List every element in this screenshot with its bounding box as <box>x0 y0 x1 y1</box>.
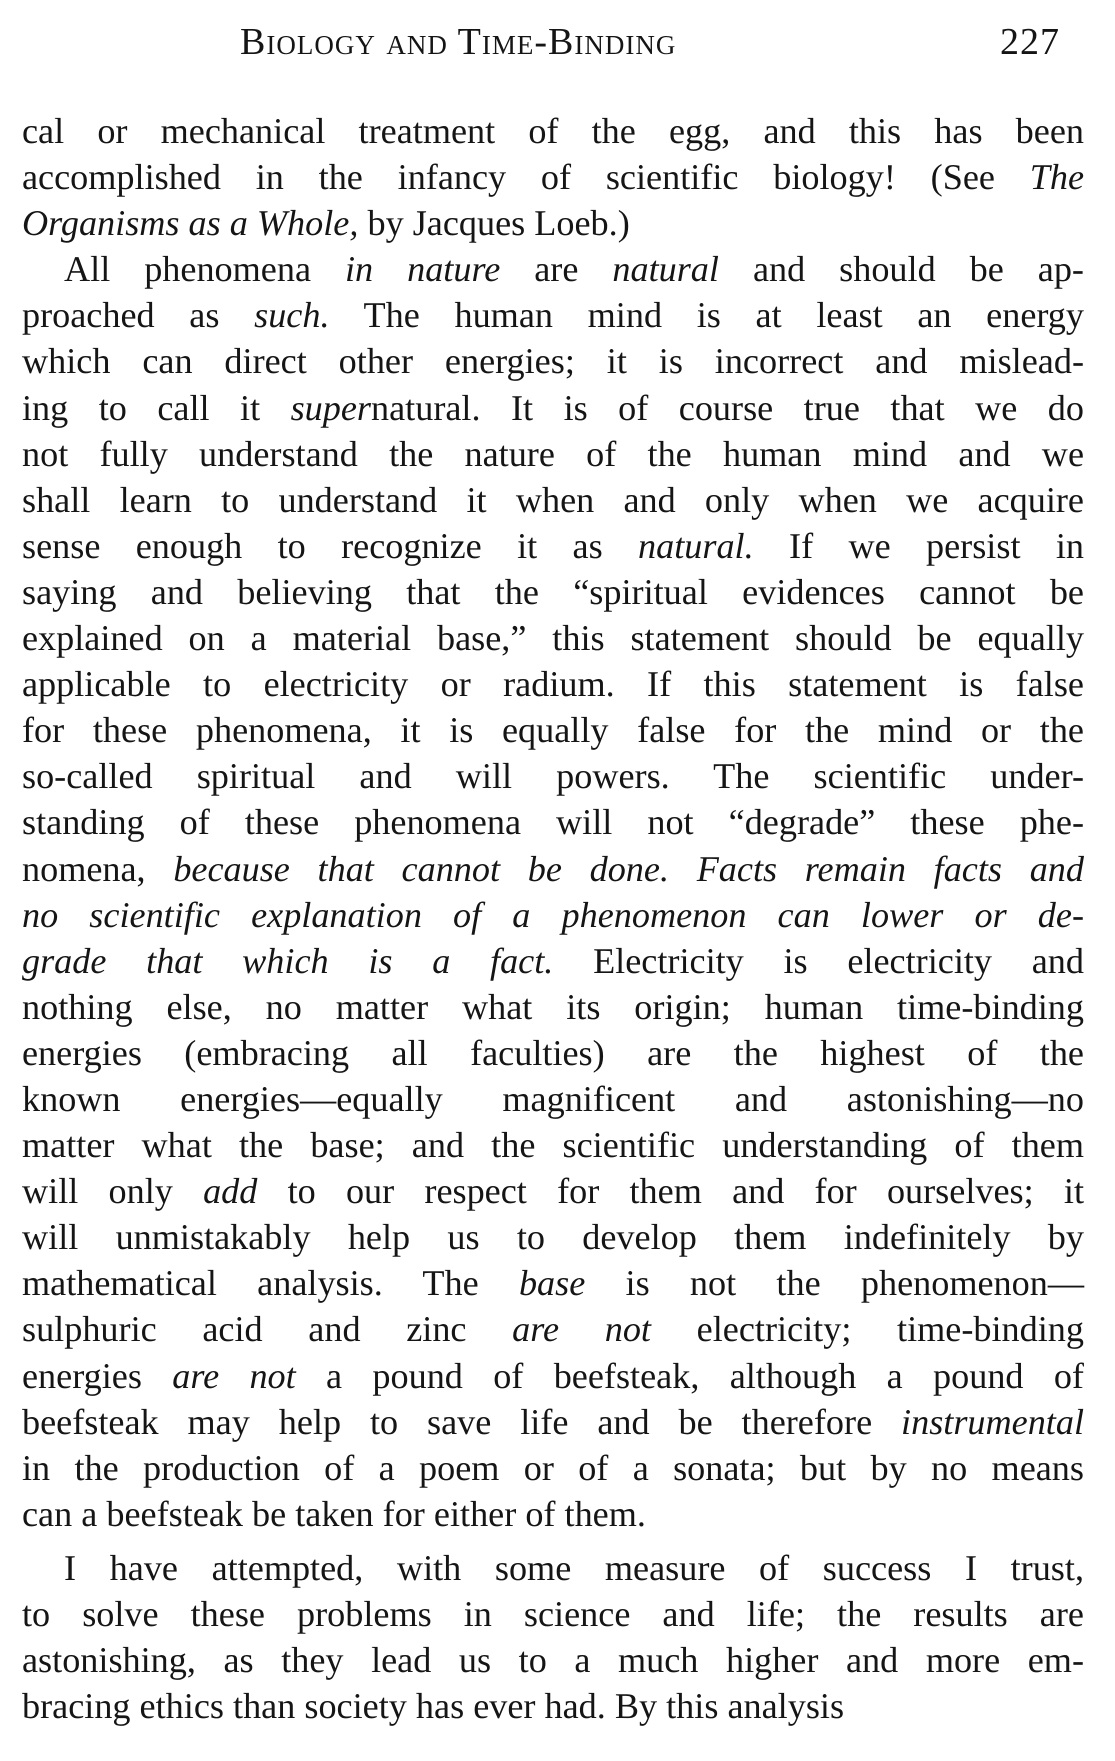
text-run: to solve these problems in science and life; the results are <box>22 1594 1084 1634</box>
text-line <box>22 108 1084 154</box>
text-run: If we persist in <box>753 525 1084 566</box>
text-run: known energies—equally magnificent and astonishing—no <box>22 1078 1084 1119</box>
italic-text-run: base <box>518 1263 586 1304</box>
text-line <box>22 569 1084 615</box>
text-run: a pound of beefsteak, although a pound of <box>295 1355 1084 1396</box>
running-head <box>240 18 1060 66</box>
text-line <box>22 1306 1084 1352</box>
text-line <box>22 1122 1084 1168</box>
text-line <box>22 1168 1084 1214</box>
text-line <box>22 1076 1084 1122</box>
text-run: The human mind is at least an energy <box>329 295 1084 336</box>
text-run: astonishing, as they lead us to a much higher and more em- <box>22 1640 1084 1681</box>
text-line <box>22 938 1084 984</box>
text-run: for these phenomena, it is equally false for the mind or the <box>22 710 1084 751</box>
text-run: not fully understand the nature of the human mind and we <box>22 433 1084 474</box>
paragraph <box>22 246 1084 1537</box>
italic-text-run: such. <box>254 295 330 336</box>
paragraph-gap <box>22 1537 1084 1545</box>
text-run: nomena, <box>22 848 174 889</box>
text-line <box>22 1399 1084 1445</box>
text-run: saying and believing that the “spiritual evidences cannot be <box>22 571 1084 612</box>
text-line <box>22 1214 1084 1260</box>
text-line <box>22 1491 1084 1537</box>
text-line <box>22 431 1084 477</box>
text-line <box>22 892 1084 938</box>
text-run: energies <box>22 1355 173 1396</box>
italic-text-run: in nature <box>345 249 501 290</box>
text-line <box>22 1545 1084 1591</box>
text-run: can a beefsteak be taken for either of them. <box>22 1493 646 1534</box>
running-head-title: Biology and Time-Binding <box>240 21 677 63</box>
text-run: sulphuric acid and zinc <box>22 1309 513 1350</box>
text-run: mathematical analysis. The <box>22 1263 519 1304</box>
text-run: nothing else, no matter what its origin; human time-binding <box>22 986 1084 1027</box>
italic-text-run: are not <box>172 1355 296 1396</box>
italic-text-run: add <box>203 1171 258 1212</box>
italic-text-run: The <box>1029 157 1084 198</box>
text-line <box>22 799 1084 845</box>
text-line <box>22 1260 1084 1306</box>
text-run: shall learn to understand it when and only when we acquire <box>22 479 1084 520</box>
text-run: proached as <box>22 295 255 336</box>
text-line <box>22 292 1084 338</box>
text-run: beefsteak may help to save life and be therefore <box>22 1401 902 1442</box>
text-line <box>22 1445 1084 1491</box>
text-run: I have attempted, with some measure of success I trust, <box>64 1547 1084 1588</box>
text-line <box>22 661 1084 707</box>
text-line <box>22 385 1084 431</box>
text-run: standing of these phenomena will not “degrade” these phe- <box>22 802 1084 843</box>
text-line <box>22 615 1084 661</box>
text-line <box>22 477 1084 523</box>
text-line <box>22 1591 1084 1637</box>
text-run: in the production of a poem or of a sonata; but by no means <box>22 1447 1084 1488</box>
text-line <box>22 1683 1084 1729</box>
text-run: will unmistakably help us to develop them indefinitely by <box>22 1217 1084 1258</box>
text-run: to our respect for them and for ourselves; it <box>257 1171 1085 1212</box>
text-run: ing to call it <box>22 387 291 428</box>
italic-text-run: instrumental <box>901 1401 1084 1442</box>
italic-text-run: natural <box>612 249 719 290</box>
paragraph <box>22 108 1084 246</box>
body-text <box>22 108 1084 1729</box>
italic-text-run: no scientific explanation of a phenomenon can lower or de- <box>22 894 1084 935</box>
text-run: applicable to electricity or radium. If this statement is false <box>22 664 1084 705</box>
text-run: so-called spiritual and will powers. The scientific under- <box>22 756 1084 797</box>
text-line <box>22 1353 1084 1399</box>
text-run: is not the phenomenon— <box>585 1263 1085 1304</box>
text-line <box>22 846 1084 892</box>
text-run: will only <box>22 1171 204 1212</box>
text-line <box>22 1637 1084 1683</box>
italic-text-run: super <box>290 387 372 428</box>
text-run: explained on a material base,” this statement should be equally <box>22 618 1084 659</box>
italic-text-run: natural. <box>638 525 754 566</box>
paragraph <box>22 1545 1084 1729</box>
text-line <box>22 338 1084 384</box>
text-run: natural. It is of course true that we do <box>371 387 1084 428</box>
text-run: and should be ap- <box>718 249 1084 290</box>
text-line <box>22 246 1084 292</box>
text-run: matter what the base; and the scientific understanding of them <box>22 1125 1084 1166</box>
text-run: are <box>500 249 613 290</box>
italic-text-run: because that cannot be done. Facts remain facts and <box>173 848 1084 889</box>
text-run: cal or mechanical treatment of the egg, and this has been <box>22 111 1084 151</box>
text-line <box>22 523 1084 569</box>
italic-text-run: grade that which is a fact. <box>22 940 554 981</box>
text-run: electricity; time-binding <box>650 1309 1084 1350</box>
text-run: Electricity is electricity and <box>553 940 1084 981</box>
text-run: energies (embracing all faculties) are the highest of the <box>22 1032 1084 1073</box>
text-line <box>22 984 1084 1030</box>
text-run: by Jacques Loeb.) <box>358 203 630 244</box>
italic-text-run: Organisms as a Whole, <box>22 203 359 244</box>
text-line <box>22 1030 1084 1076</box>
text-run: accomplished in the infancy of scientific biology! (See <box>22 157 1030 198</box>
page-number: 227 <box>1000 21 1060 63</box>
italic-text-run: are not <box>512 1309 651 1350</box>
text-line <box>22 154 1084 200</box>
text-line <box>22 707 1084 753</box>
text-run: All phenomena <box>64 249 345 290</box>
text-line <box>22 200 1084 246</box>
text-run: sense enough to recognize it as <box>22 525 639 566</box>
text-line <box>22 753 1084 799</box>
text-run: which can direct other energies; it is incorrect and mislead- <box>22 341 1084 382</box>
text-run: bracing ethics than society has ever had. By this analysis <box>22 1686 845 1727</box>
